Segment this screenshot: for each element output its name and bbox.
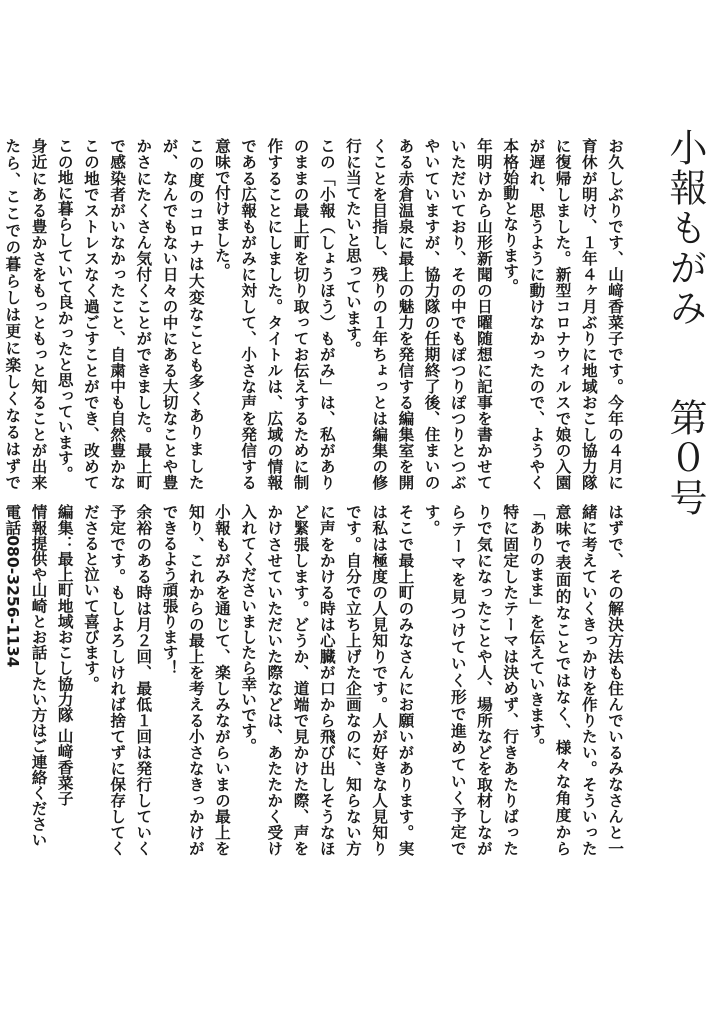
paragraph: 身近にある豊かさをもっともっと知ることが出来たら、ここでの暮らしは更に楽しくなるはずで	[3, 138, 48, 490]
contact-phone: 電話080-3256-1134	[3, 504, 22, 668]
newsletter-title	[660, 128, 710, 518]
paragraph: はずで、その解決方法も住んでいるみなさんと一緒に考えていくきっかけを作りたい。そういった意味で表面的なことではなく、様々な角度から「ありのまま」を伝えていきます。	[527, 504, 624, 856]
paragraph: お久しぶりです、山﨑香菜子です。今年の４月に育休が明け、１年４ヶ月ぶりに地域おこし協力隊に復帰しました。新型コロナウィルスで娘の入園が遅れ、思うように動けなかったので、ようやく本格始動となります。	[501, 138, 624, 490]
article-upper-section	[3, 138, 628, 490]
paragraph: そこで最上町のみなさんにお願いがあります。実は私は極度の人見知りです。人が好きな人見知りです。自分で立ち上げた企画なのに、知らない方に声をかける時は心臓が口から飛び出しそうなほど緊張します。どうか、道端で見かけた際、声をかけさせていただいた際などは、あたたかく受け入れてくださいましたら幸いです。	[239, 504, 415, 856]
paragraph: この「小報（しょうほう）もがみ」は、私がありのままの最上町を切り取ってお伝えするために制作することにしました。タイトルは、広域の情報である広報もがみに対して、小さな声を発信する意味で付けました。	[212, 138, 336, 490]
paragraph: 年明けから山形新聞の日曜随想に記事を書かせていただいており、その中でもぽつりぽつりとつぶやいていますが、協力隊の任期終了後、住まいのある赤倉温泉に最上の魅力を発信する編集室を開くことを目指し、残りの１年ちょっとは編集の修行に当てたいと思っています。	[343, 138, 493, 490]
article-lower-section	[3, 504, 628, 856]
paragraph: 余裕のある時は月２回、最低１回は発行していく予定です。もしよろしければ捨てずに保存してくださると泣いて喜びます。	[81, 504, 153, 856]
contact-info: 情報提供や山崎とお話したい方はご連絡ください	[29, 504, 48, 848]
paragraph: 小報もがみを通じて、楽しみながらいまの最上を知り、これからの最上を考える小さなきっかけができるよう頑張ります！	[160, 504, 231, 856]
contact-editor: 編集：最上町地域おこし協力隊 山﨑香菜子	[55, 504, 74, 806]
paragraph: この度のコロナは大変なことも多くありましたが、なんでもない日々の中にある大切なことや豊かさにたくさん気付くことができました。最上町で感染者がいなかったこと、自粛中も自然豊かなこの地でストレスなく過ごすことができ、改めてこの地に暮らしていて良かったと思っています。	[55, 138, 205, 490]
paragraph: 特に固定したテーマは決めず、行きあたりばったりで気になったことや人、場所などを取材しながらテーマを見つけていく形で進めていく予定です。	[422, 504, 520, 856]
issue-number: 第０号	[663, 398, 707, 518]
title-main: 小報もがみ	[663, 128, 707, 328]
